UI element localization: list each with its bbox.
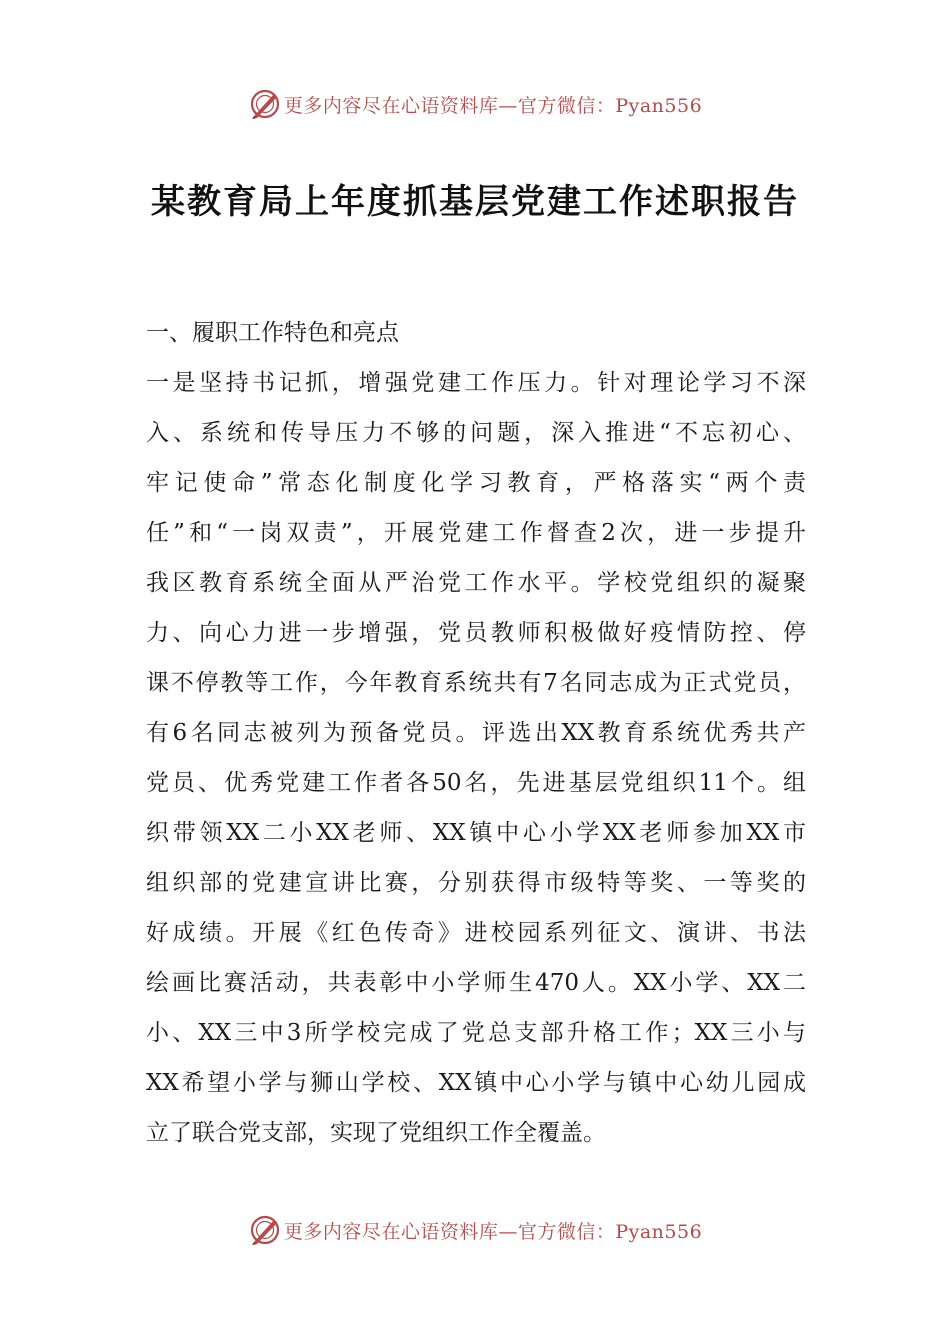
paragraph-line: 好成绩。开展《红色传奇》进校园系列征文、演讲、书法 [146,920,806,946]
pen-circle-icon [248,1213,282,1247]
paragraph-line: 入、系统和传导压力不够的问题，深入推进“不忘初心、 [146,420,806,446]
paragraph-line: 牢记使命”常态化制度化学习教育，严格落实“两个责 [146,470,806,496]
paragraph-line: 力、向心力进一步增强，党员教师积极做好疫情防控、停 [146,620,806,646]
footer-banner [0,1210,950,1250]
paragraph-line: 小、XX三中3所学校完成了党总支部升格工作；XX三小与 [146,1020,806,1046]
pen-circle-icon [248,87,282,121]
section-heading: 一、履职工作特色和亮点 [146,320,399,346]
banner-text: 更多内容尽在心语资料库—官方微信：Pyan556 [283,94,703,117]
document-title: 某教育局上年度抓基层党建工作述职报告 [151,182,799,222]
paragraph-line: 有6名同志被列为预备党员。评选出XX教育系统优秀共产 [146,720,806,746]
banner-text: 更多内容尽在心语资料库—官方微信：Pyan556 [283,1220,703,1243]
paragraph-line: 党员、优秀党建工作者各50名，先进基层党组织11个。组 [146,770,806,796]
paragraph-line: 绘画比赛活动，共表彰中小学师生470人。XX小学、XX二 [146,970,806,996]
header-banner [0,84,950,124]
paragraph-line: 立了联合党支部，实现了党组织工作全覆盖。 [146,1120,606,1146]
paragraph-line: 课不停教等工作，今年教育系统共有7名同志成为正式党员， [146,670,806,696]
paragraph-line: 组织部的党建宣讲比赛，分别获得市级特等奖、一等奖的 [146,870,806,896]
paragraph-line: XX希望小学与狮山学校、XX镇中心小学与镇中心幼儿园成 [146,1070,806,1096]
paragraph-line: 织带领XX二小XX老师、XX镇中心小学XX老师参加XX市 [146,820,806,846]
document-body [146,308,806,1158]
paragraph-line: 一是坚持书记抓，增强党建工作压力。针对理论学习不深 [146,370,806,396]
paragraph-line: 任”和“一岗双责”，开展党建工作督查2次，进一步提升 [146,520,806,546]
paragraph-line: 我区教育系统全面从严治党工作水平。学校党组织的凝聚 [146,570,806,596]
